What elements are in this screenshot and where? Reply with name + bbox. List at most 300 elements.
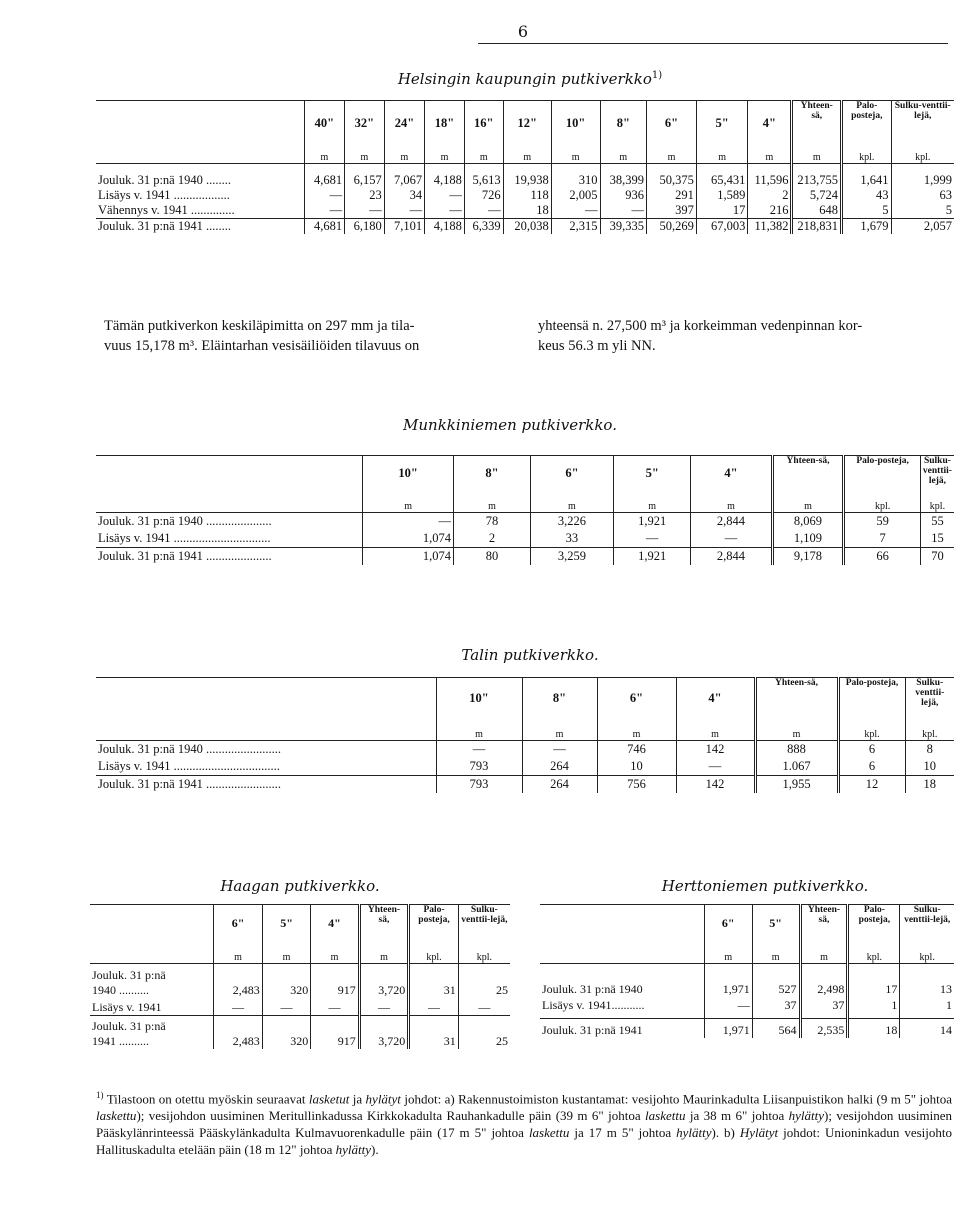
cell: 320	[262, 964, 310, 999]
tali-unit: kpl.	[905, 718, 954, 741]
cell: 2,498	[800, 981, 848, 997]
haaga-unit: kpl.	[458, 941, 510, 964]
cell: 78	[454, 513, 531, 531]
footnote-text: ); vesijohdon uusiminen Pääskylänrinteessä Pääskylänkadulta Kulmavuorenkadulle päin (17 m 5" johtoa	[96, 1108, 952, 1141]
cell: —	[304, 203, 344, 219]
cell: 8	[905, 741, 954, 759]
cell: 5	[842, 203, 891, 219]
cell: 12	[838, 776, 905, 794]
haaga-unit: m	[311, 941, 359, 964]
cell: 142	[676, 741, 755, 759]
cell: 65,431	[696, 173, 747, 188]
cell: —	[262, 998, 310, 1015]
main-title	[300, 70, 760, 88]
cell: 888	[755, 741, 838, 759]
cell: 2,005	[551, 188, 600, 203]
footnote-em: laskettu	[528, 1125, 570, 1141]
mk-header-yhteensa: Yhteen-sä,	[772, 456, 844, 491]
main-header-size: 40"	[304, 101, 344, 146]
footnote-mark: 1)	[96, 1090, 104, 1100]
table-row	[96, 548, 954, 566]
cell: 793	[436, 758, 522, 776]
cell: 917	[311, 964, 359, 999]
tali-table	[96, 677, 954, 793]
cell: 23	[345, 188, 385, 203]
paragraph-left	[104, 316, 524, 356]
herttoniemi-title: Herttoniemen putkiverkko.	[661, 877, 869, 895]
cell: 1,109	[772, 530, 844, 548]
row-label: Lisäys v. 1941 ...............................	[98, 531, 271, 545]
cell: 4,681	[304, 173, 344, 188]
cell: 20,038	[503, 219, 551, 235]
main-header-blank	[96, 101, 304, 146]
tali-unit: m	[522, 718, 597, 741]
herttoniemi-unit: m	[704, 941, 752, 964]
footnote-em: laskettu	[96, 1108, 137, 1124]
cell: 1,641	[842, 173, 891, 188]
main-header-size: 16"	[464, 101, 503, 146]
cell: 6,180	[345, 219, 385, 235]
row-label: Jouluk. 31 p:nä 1940 .....................	[98, 514, 272, 528]
cell: 19,938	[503, 173, 551, 188]
page-number: 6	[517, 22, 529, 41]
cell: 39,335	[600, 219, 647, 235]
main-pipe-table	[96, 100, 954, 234]
main-unit: m	[696, 145, 747, 164]
table-row	[540, 981, 954, 997]
footnote-em: hylätty	[676, 1125, 712, 1141]
table-row	[96, 530, 954, 548]
mk-header-size: 10"	[363, 456, 454, 491]
table-row	[540, 997, 954, 1013]
cell: 37	[800, 997, 848, 1013]
footnote-text: ja 38 m 6" johtoa	[685, 1108, 789, 1124]
table-row	[90, 998, 510, 1015]
row-label: Jouluk. 31 p:nä 1941	[540, 1019, 704, 1039]
cell: —	[600, 203, 647, 219]
herttoniemi-units-row	[540, 941, 954, 964]
paragraph-right	[538, 316, 958, 356]
main-unit: m	[345, 145, 385, 164]
haaga-header-size: 4"	[311, 905, 359, 942]
cell: 1,955	[755, 776, 838, 794]
main-unit: m	[792, 145, 842, 164]
footnote-text: ); vesijohdon uusiminen Meritullinkadussa Kirkkokadulta Rauhankadulle päin (39 m 6" johtoa	[136, 1108, 646, 1124]
cell: —	[522, 741, 597, 759]
row-label: Lisäys v. 1941	[92, 999, 162, 1014]
cell: 2,483	[214, 964, 262, 999]
tali-header-size: 6"	[597, 678, 676, 719]
cell: 18	[848, 1019, 900, 1039]
main-units-row	[96, 145, 954, 164]
cell: 1,679	[842, 219, 891, 235]
main-header-size: 10"	[551, 101, 600, 146]
cell: —	[345, 203, 385, 219]
cell: 7	[844, 530, 921, 548]
mk-unit: m	[772, 490, 844, 513]
haaga-header-size: 6"	[214, 905, 262, 942]
row-label-line: Jouluk. 31 p:nä	[92, 968, 166, 982]
cell: 8,069	[772, 513, 844, 531]
mk-unit: m	[691, 490, 772, 513]
tali-header-sulkuventtileja: Sulku-venttii-lejä,	[905, 678, 954, 719]
row-label: Jouluk. 31 p:nä 1941 ........................	[96, 776, 436, 794]
cell: —	[704, 997, 752, 1013]
cell: —	[409, 998, 459, 1015]
footnote	[96, 1087, 952, 1158]
row-label	[90, 1015, 214, 1049]
haaga-header-sulkuventtileja: Sulku-venttii-lejä,	[458, 905, 510, 942]
cell: —	[551, 203, 600, 219]
cell: 18	[905, 776, 954, 794]
mk-header-sulkuventtileja: Sulku-venttii-lejä,	[920, 456, 954, 491]
tali-header-size: 4"	[676, 678, 755, 719]
cell: 50,269	[647, 219, 697, 235]
haaga-title: Haagan putkiverkko.	[220, 877, 380, 895]
cell: —	[425, 188, 465, 203]
haaga-unit: m	[214, 941, 262, 964]
mk-unit: m	[363, 490, 454, 513]
cell: 1,921	[614, 548, 691, 566]
footnote-em: lasketut	[308, 1091, 350, 1107]
cell: 66	[844, 548, 921, 566]
row-label: Lisäys v. 1941 ..................	[98, 188, 230, 202]
cell: 25	[458, 1015, 510, 1049]
cell: 5,724	[792, 188, 842, 203]
haaga-header-paloposteja: Palo-posteja,	[409, 905, 459, 942]
haaga-unit: m	[359, 941, 409, 964]
table-row	[96, 513, 954, 531]
cell: —	[436, 741, 522, 759]
cell: 2,535	[800, 1019, 848, 1039]
cell: —	[614, 530, 691, 548]
cell: 14	[900, 1019, 954, 1039]
tali-unit: kpl.	[838, 718, 905, 741]
row-label-line: Jouluk. 31 p:nä	[92, 1018, 166, 1033]
cell: 10	[905, 758, 954, 776]
cell: 527	[752, 981, 800, 997]
main-header-paloposteja: Palo-posteja,	[842, 101, 891, 146]
main-header-size: 4"	[748, 101, 792, 146]
table-row	[90, 1015, 510, 1049]
cell: 17	[848, 981, 900, 997]
cell: 9,178	[772, 548, 844, 566]
herttoniemi-table	[540, 904, 954, 1038]
tali-title: Talin putkiverkko.	[461, 646, 599, 664]
cell: —	[464, 203, 503, 219]
cell: 1,921	[614, 513, 691, 531]
cell: —	[214, 998, 262, 1015]
main-header-size: 32"	[345, 101, 385, 146]
cell: 2,057	[891, 219, 954, 235]
row-label: Jouluk. 31 p:nä 1940	[542, 981, 643, 996]
tali-unit: m	[597, 718, 676, 741]
cell: 6,339	[464, 219, 503, 235]
cell: 3,720	[359, 1015, 409, 1049]
footnote-text: ja 17 m 5" johtoa	[569, 1125, 677, 1141]
footnote-em: hylätyt	[365, 1091, 401, 1107]
table-row	[96, 173, 954, 188]
main-header-row	[96, 101, 954, 146]
cell: 67,003	[696, 219, 747, 235]
cell: 5	[891, 203, 954, 219]
cell: 18	[503, 203, 551, 219]
footnote-text: ).	[371, 1142, 379, 1158]
cell: 213,755	[792, 173, 842, 188]
tali-header-row	[96, 678, 954, 719]
main-header-size: 24"	[384, 101, 424, 146]
cell: 7,101	[384, 219, 424, 235]
cell: 59	[844, 513, 921, 531]
cell: 13	[900, 981, 954, 997]
cell: 33	[530, 530, 613, 548]
cell: 1,589	[696, 188, 747, 203]
cell: —	[304, 188, 344, 203]
cell: 3,720	[359, 964, 409, 999]
cell: 216	[748, 203, 792, 219]
table-row	[96, 219, 954, 235]
main-header-size: 8"	[600, 101, 647, 146]
cell: 2	[454, 530, 531, 548]
main-unit: m	[551, 145, 600, 164]
row-label: Lisäys v. 1941...........	[542, 997, 645, 1012]
paragraph-right-line: yhteensä n. 27,500 m³ ja korkeimman vedenpinnan kor-	[538, 318, 863, 334]
main-header-size: 6"	[647, 101, 697, 146]
cell: 55	[920, 513, 954, 531]
cell: 37	[752, 997, 800, 1013]
footnote-text: johdot: a) Rakennustoimiston kustantamat: vesijohto Maurinkadulta Liisanpuistikon halki (9 m 5" johtoa	[400, 1091, 952, 1107]
main-header-sulkuventtileja: Sulku-venttii-lejä,	[891, 101, 954, 146]
cell: —	[425, 203, 465, 219]
mk-units-row	[96, 490, 954, 513]
main-unit: m	[304, 145, 344, 164]
mk-unit: m	[614, 490, 691, 513]
row-label: Jouluk. 31 p:nä 1940 ........................	[98, 742, 281, 756]
haaga-header-row	[90, 905, 510, 942]
row-label-line: 1941 ..........	[92, 1033, 149, 1048]
cell: —	[384, 203, 424, 219]
cell: 1,971	[704, 981, 752, 997]
cell: —	[363, 513, 454, 531]
tali-unit: m	[676, 718, 755, 741]
main-unit: kpl.	[891, 145, 954, 164]
table-row	[90, 964, 510, 999]
mk-unit: kpl.	[920, 490, 954, 513]
cell: 4,681	[304, 219, 344, 235]
cell: 756	[597, 776, 676, 794]
mk-unit: m	[454, 490, 531, 513]
cell: 397	[647, 203, 697, 219]
cell: 10	[597, 758, 676, 776]
cell: 15	[920, 530, 954, 548]
main-unit: m	[464, 145, 503, 164]
cell: 80	[454, 548, 531, 566]
herttoniemi-header-row	[540, 905, 954, 942]
main-header-yhteensa: Yhteen-sä,	[792, 101, 842, 146]
mk-header-size: 8"	[454, 456, 531, 491]
row-label: Jouluk. 31 p:nä 1940 ........	[98, 173, 231, 187]
tali-header-size: 10"	[436, 678, 522, 719]
cell: 1.067	[755, 758, 838, 776]
row-label: Jouluk. 31 p:nä 1941 .....................	[96, 548, 363, 566]
haaga-header-size: 5"	[262, 905, 310, 942]
mk-unit: kpl.	[844, 490, 921, 513]
cell: 38,399	[600, 173, 647, 188]
cell: 43	[842, 188, 891, 203]
haaga-table	[90, 904, 510, 1049]
cell: —	[691, 530, 772, 548]
cell: 291	[647, 188, 697, 203]
footnote-text: johdot: Unioninkadun vesijohto Hallituskadulta etelään päin (18 m 12" johtoa	[96, 1125, 952, 1158]
cell: 4,188	[425, 173, 465, 188]
cell: 1,074	[363, 530, 454, 548]
cell: 648	[792, 203, 842, 219]
main-unit: m	[503, 145, 551, 164]
table-row-spacer	[540, 964, 954, 981]
row-label: Lisäys v. 1941 ..................................	[98, 759, 280, 773]
row-label: Jouluk. 31 p:nä 1941 ........	[96, 219, 304, 235]
herttoniemi-header-size: 6"	[704, 905, 752, 942]
footnote-text: Tilastoon on otettu myöskin seuraavat	[106, 1091, 309, 1107]
haaga-units-row	[90, 941, 510, 964]
main-unit: kpl.	[842, 145, 891, 164]
cell: 1	[900, 997, 954, 1013]
cell: 142	[676, 776, 755, 794]
cell: 118	[503, 188, 551, 203]
herttoniemi-header-sulkuventtileja: Sulku-venttii-lejä,	[900, 905, 954, 942]
cell: 34	[384, 188, 424, 203]
cell: —	[676, 758, 755, 776]
cell: 1,074	[363, 548, 454, 566]
cell: 6	[838, 741, 905, 759]
paragraph-right-line: keus 56.3 m yli NN.	[538, 338, 656, 354]
tali-header-paloposteja: Palo-posteja,	[838, 678, 905, 719]
cell: 11,382	[748, 219, 792, 235]
footnote-text: ja	[349, 1091, 366, 1107]
cell: 70	[920, 548, 954, 566]
cell: 50,375	[647, 173, 697, 188]
cell: 6	[838, 758, 905, 776]
cell: 310	[551, 173, 600, 188]
munkkiniemi-table	[96, 455, 954, 565]
cell: 264	[522, 776, 597, 794]
herttoniemi-unit: m	[800, 941, 848, 964]
cell: 11,596	[748, 173, 792, 188]
mk-header-row	[96, 456, 954, 491]
tali-header-size: 8"	[522, 678, 597, 719]
cell: 3,259	[530, 548, 613, 566]
cell: 2,844	[691, 548, 772, 566]
cell: 2,483	[214, 1015, 262, 1049]
cell: 2,315	[551, 219, 600, 235]
cell: 7,067	[384, 173, 424, 188]
main-header-size: 5"	[696, 101, 747, 146]
cell: 25	[458, 964, 510, 999]
cell: 31	[409, 1015, 459, 1049]
cell: 5,613	[464, 173, 503, 188]
cell: 1,999	[891, 173, 954, 188]
header-rule	[478, 43, 948, 44]
tali-unit: m	[755, 718, 838, 741]
cell: 917	[311, 1015, 359, 1049]
tali-units-row	[96, 718, 954, 741]
footnote-em: hylätty	[335, 1142, 371, 1158]
cell: 564	[752, 1019, 800, 1039]
cell: —	[359, 998, 409, 1015]
mk-header-size: 4"	[691, 456, 772, 491]
table-row	[540, 1019, 954, 1039]
main-title-footnote-mark: 1)	[651, 70, 663, 81]
main-unit: m	[425, 145, 465, 164]
tali-unit: m	[436, 718, 522, 741]
cell: 2,844	[691, 513, 772, 531]
table-row	[96, 758, 954, 776]
haaga-unit: kpl.	[409, 941, 459, 964]
table-row	[96, 188, 954, 203]
footnote-em: hylätty	[788, 1108, 825, 1124]
main-header-size: 18"	[425, 101, 465, 146]
row-label-line: 1940 ..........	[92, 983, 149, 997]
herttoniemi-unit: kpl.	[900, 941, 954, 964]
footnote-text: ). b)	[711, 1125, 740, 1141]
main-unit: m	[647, 145, 697, 164]
cell: 218,831	[792, 219, 842, 235]
row-label: Vähennys v. 1941 ..............	[98, 203, 235, 217]
paragraph-left-line: Tämän putkiverkon keskiläpimitta on 297 mm ja tila-	[104, 318, 415, 334]
paragraph-left-line: vuus 15,178 m³. Eläintarhan vesisäiliöiden tilavuus on	[104, 338, 420, 354]
cell: 1,971	[704, 1019, 752, 1039]
tali-header-yhteensa: Yhteen-sä,	[755, 678, 838, 719]
cell: 63	[891, 188, 954, 203]
footnote-em: laskettu	[645, 1108, 686, 1124]
main-title-text: Helsingin kaupungin putkiverkko	[397, 70, 652, 88]
haaga-unit: m	[262, 941, 310, 964]
herttoniemi-unit: kpl.	[848, 941, 900, 964]
cell: 17	[696, 203, 747, 219]
herttoniemi-unit: m	[752, 941, 800, 964]
main-unit: m	[748, 145, 792, 164]
cell: —	[458, 998, 510, 1015]
footnote-em: Hylätyt	[739, 1125, 779, 1141]
table-row	[96, 776, 954, 794]
cell: 31	[409, 964, 459, 999]
mk-header-size: 6"	[530, 456, 613, 491]
table-row	[96, 741, 954, 759]
mk-unit: m	[530, 490, 613, 513]
cell: 726	[464, 188, 503, 203]
haaga-header-yhteensa: Yhteen-sä,	[359, 905, 409, 942]
munkkiniemi-title: Munkkiniemen putkiverkko.	[403, 416, 617, 434]
row-label	[90, 964, 214, 999]
herttoniemi-header-yhteensa: Yhteen-sä,	[800, 905, 848, 942]
cell: 3,226	[530, 513, 613, 531]
cell: 936	[600, 188, 647, 203]
herttoniemi-header-paloposteja: Palo-posteja,	[848, 905, 900, 942]
mk-header-paloposteja: Palo-posteja,	[844, 456, 921, 491]
herttoniemi-header-size: 5"	[752, 905, 800, 942]
cell: 1	[848, 997, 900, 1013]
cell: 6,157	[345, 173, 385, 188]
cell: 4,188	[425, 219, 465, 235]
cell: 746	[597, 741, 676, 759]
main-unit: m	[600, 145, 647, 164]
main-header-size: 12"	[503, 101, 551, 146]
table-row	[96, 203, 954, 219]
mk-header-size: 5"	[614, 456, 691, 491]
cell: 793	[436, 776, 522, 794]
cell: —	[311, 998, 359, 1015]
cell: 264	[522, 758, 597, 776]
